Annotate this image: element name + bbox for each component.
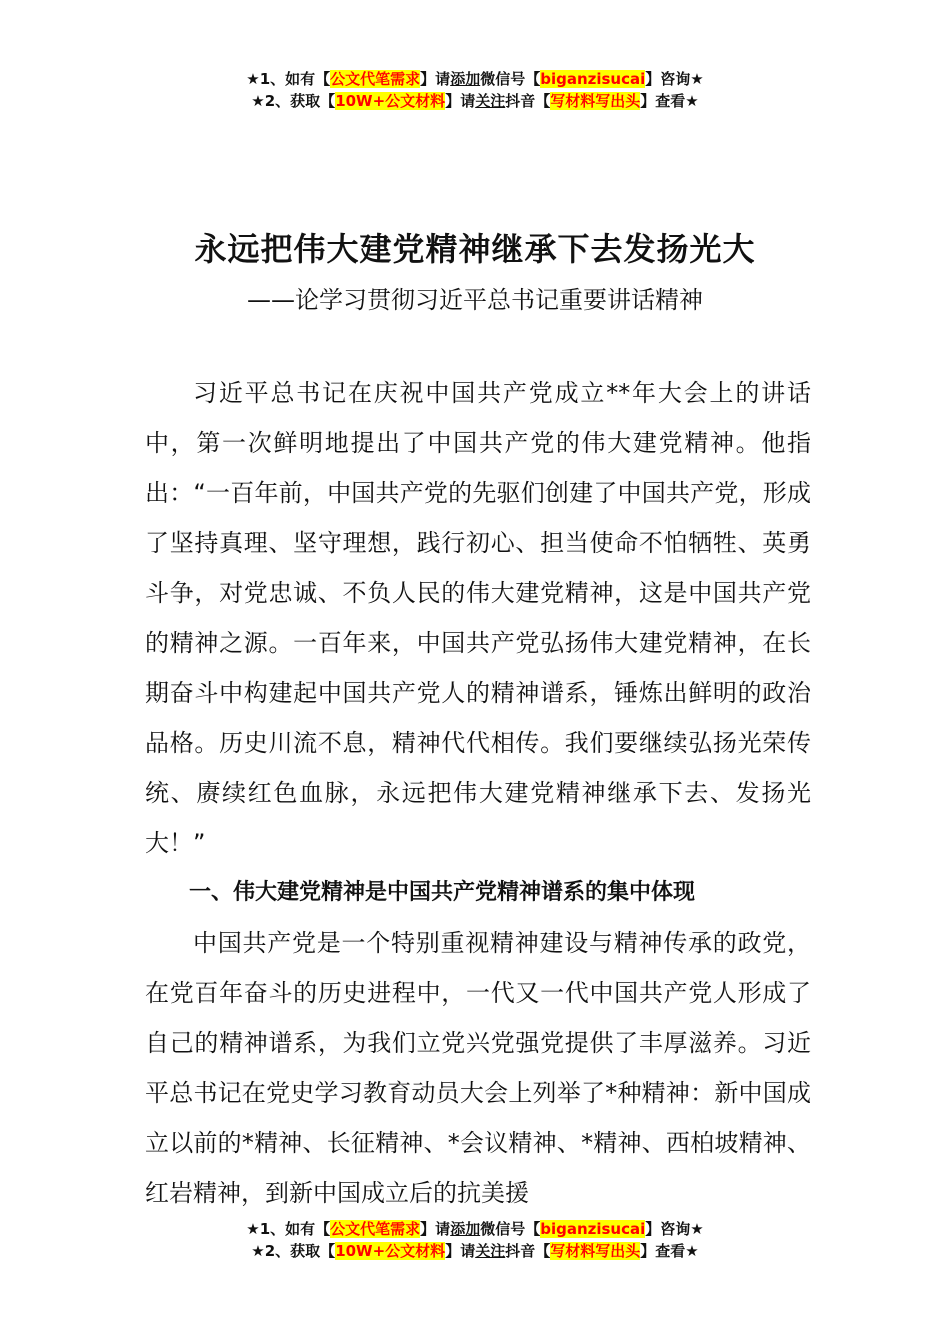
banner-underline: 添加 [450, 70, 481, 88]
header-banner [0, 68, 950, 112]
banner-highlight: biganzisucai [540, 70, 646, 88]
banner-text: 微信号【 [480, 1220, 541, 1238]
paragraph: 习近平总书记在庆祝中国共产党成立**年大会上的讲话中，第一次鲜明地提出了中国共产党的伟大建党精神。他指出：“一百年前，中国共产党的先驱们创建了中国共产党，形成了坚持真理、坚守理想，践行初心、担当使命不怕牺牲、英勇斗争，对党忠诚、不负人民的伟大建党精神，这是中国共产党的精神之源。一百年来，中国共产党弘扬伟大建党精神，在长期奋斗中构建起中国共产党人的精神谱系，锤炼出鲜明的政治品格。历史川流不息，精神代代相传。我们要继续弘扬光荣传统、赓续红色血脉，永远把伟大建党精神继承下去、发扬光大！” [145, 379, 811, 857]
banner-highlight: 写材料写出头 [550, 92, 641, 110]
banner-highlight: 10W+公文材料 [335, 1242, 446, 1260]
banner-text: 】查看★ [640, 92, 699, 110]
banner-text: ★2、获取【 [251, 1242, 336, 1260]
banner-text: 抖音【 [505, 1242, 551, 1260]
banner-text: 】咨询★ [645, 70, 704, 88]
banner-underline: 关注 [475, 92, 506, 110]
banner-line-2 [0, 90, 950, 112]
document-title: 永远把伟大建党精神继承下去发扬光大 [194, 230, 756, 268]
banner-underline: 关注 [475, 1242, 506, 1260]
banner-line-2 [0, 1240, 950, 1262]
banner-text: 】请 [445, 92, 476, 110]
banner-text: 】请 [420, 1220, 451, 1238]
banner-text: 抖音【 [505, 92, 551, 110]
document-body [145, 368, 811, 1218]
banner-text: 】咨询★ [645, 1220, 704, 1238]
banner-line-1 [0, 1218, 950, 1240]
banner-highlight: 公文代笔需求 [330, 70, 421, 88]
paragraph: 中国共产党是一个特别重视精神建设与精神传承的政党，在党百年奋斗的历史进程中，一代又一代中国共产党人形成了自己的精神谱系，为我们立党兴党强党提供了丰厚滋养。习近平总书记在党史学习教育动员大会上列举了*种精神：新中国成立以前的*精神、长征精神、*会议精神、*精神、西柏坡精神、红岩精神，到新中国成立后的抗美援 [145, 929, 811, 1207]
banner-text: 】请 [420, 70, 451, 88]
footer-banner [0, 1218, 950, 1262]
banner-text: 】查看★ [640, 1242, 699, 1260]
banner-highlight: 公文代笔需求 [330, 1220, 421, 1238]
banner-highlight: 10W+公文材料 [335, 92, 446, 110]
banner-text: ★1、如有【 [246, 1220, 331, 1238]
banner-text: ★2、获取【 [251, 92, 336, 110]
banner-highlight: biganzisucai [540, 1220, 646, 1238]
banner-underline: 添加 [450, 1220, 481, 1238]
banner-line-1 [0, 68, 950, 90]
banner-text: ★1、如有【 [246, 70, 331, 88]
section-heading: 一、伟大建党精神是中国共产党精神谱系的集中体现 [189, 880, 696, 905]
banner-text: 微信号【 [480, 70, 541, 88]
banner-highlight: 写材料写出头 [550, 1242, 641, 1260]
document-subtitle: ——论学习贯彻习近平总书记重要讲话精神 [247, 286, 703, 314]
banner-text: 】请 [445, 1242, 476, 1260]
